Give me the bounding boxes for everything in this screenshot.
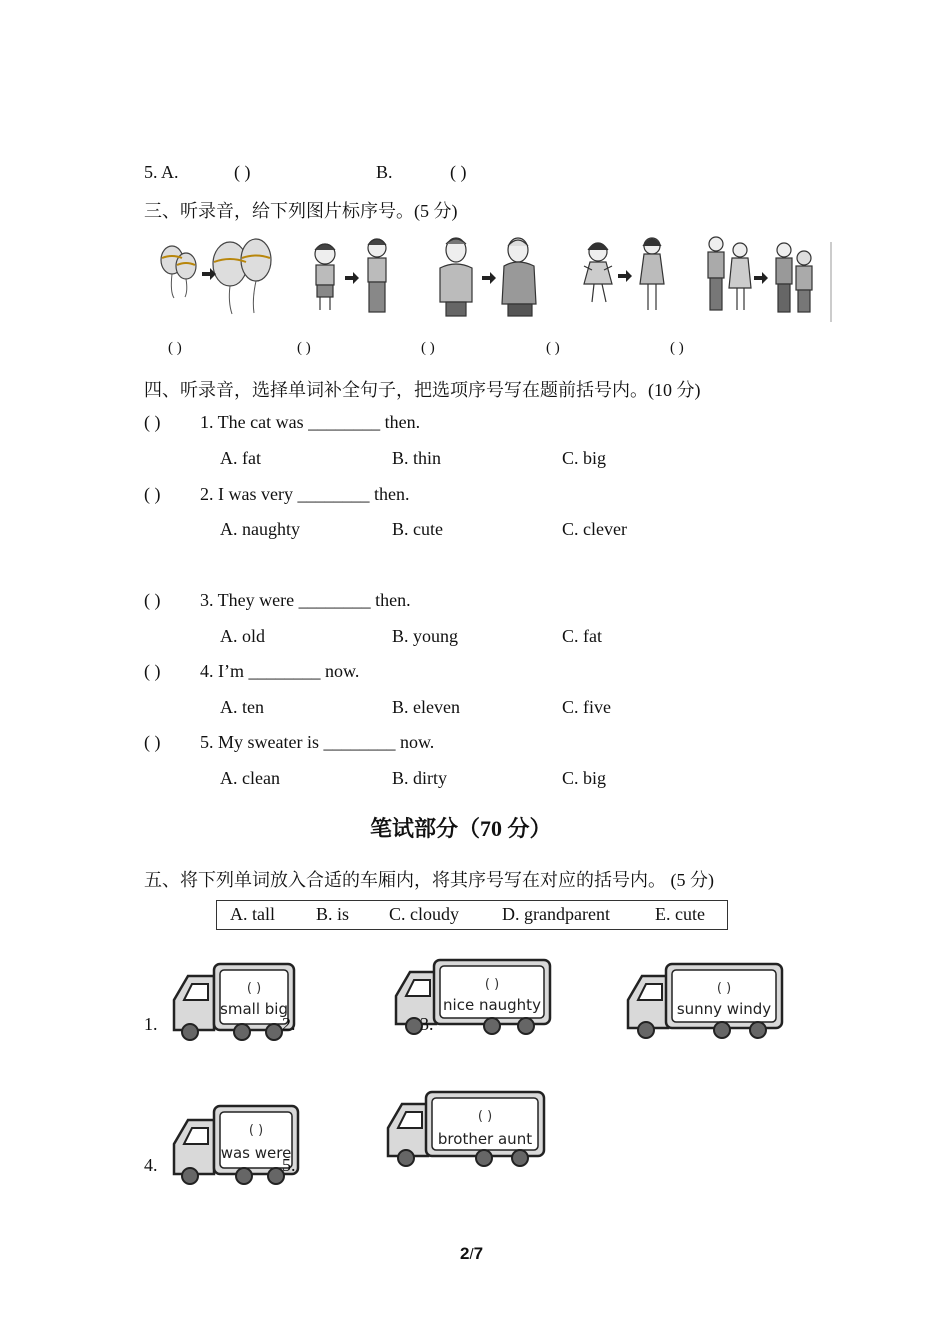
q5-paren-b: ( ) — [450, 162, 467, 182]
q1-option-a: A. fat — [220, 448, 261, 468]
truck-2-number: 2. — [282, 1014, 296, 1034]
man-aging-picture — [434, 234, 546, 318]
word-option-c: C. cloudy — [389, 904, 459, 924]
truck-4-paren: ( ) — [248, 1123, 264, 1138]
arrow-icon — [618, 270, 632, 282]
q2-text: 2. I was very ________ then. — [200, 484, 410, 504]
truck-5 — [384, 1090, 548, 1172]
truck-4-words: was were — [220, 1144, 292, 1162]
truck-1-paren: ( ) — [246, 981, 262, 996]
q4-paren: ( ) — [144, 661, 161, 681]
q1-option-b: B. thin — [392, 448, 442, 468]
q3-option-b: B. young — [392, 626, 459, 646]
page-current: 2 — [460, 1244, 470, 1263]
picture-4-paren: ( ) — [546, 340, 560, 356]
page-number — [460, 1244, 483, 1264]
page-total: 7 — [473, 1244, 484, 1263]
q5-option-c: C. big — [562, 768, 607, 788]
q5-text: 5. My sweater is ________ now. — [200, 732, 435, 752]
truck-1-words: small big — [220, 1000, 288, 1018]
boy-growing-picture — [305, 236, 405, 318]
truck-1-number: 1. — [144, 1014, 158, 1034]
arrow-icon — [482, 272, 496, 284]
q5-number: 5. A. — [144, 162, 179, 182]
truck-2-words: nice naughty — [443, 996, 541, 1014]
q2-option-a: A. naughty — [220, 519, 300, 539]
truck-3-number: 3. — [420, 1014, 434, 1034]
q3-option-c: C. fat — [562, 626, 602, 646]
truck-5-paren: ( ) — [477, 1109, 493, 1124]
q5-paren: ( ) — [144, 732, 161, 752]
arrow-icon — [754, 272, 768, 284]
q1-option-c: C. big — [562, 448, 607, 468]
q3-option-a: A. old — [220, 626, 265, 646]
picture-2-paren: ( ) — [297, 340, 311, 356]
picture-1-paren: ( ) — [168, 340, 182, 356]
picture-5-paren: ( ) — [670, 340, 684, 356]
section4-title: 四、听录音，选择单词补全句子，把选项序号写在题前括号内。(10 分) — [144, 380, 701, 400]
truck-5-words: brother aunt — [437, 1130, 533, 1148]
q2-option-c: C. clever — [562, 519, 627, 539]
word-options-box — [216, 900, 728, 930]
q4-text: 4. I’m ________ now. — [200, 661, 360, 681]
word-option-a: A. tall — [230, 904, 275, 924]
word-option-d: D. grandparent — [502, 904, 610, 924]
picture-3-paren: ( ) — [421, 340, 435, 356]
q4-option-b: B. eleven — [392, 697, 460, 717]
truck-1 — [170, 960, 298, 1044]
truck-3-words: sunny windy — [676, 1000, 772, 1018]
balloons-picture — [158, 232, 276, 322]
truck-2-paren: ( ) — [484, 977, 500, 992]
page-slash: / — [469, 1246, 474, 1263]
truck-3-paren: ( ) — [716, 981, 732, 996]
q5-option-a: A. clean — [220, 768, 280, 788]
q4-option-a: A. ten — [220, 697, 264, 717]
q2-paren: ( ) — [144, 484, 161, 504]
q2-option-b: B. cute — [392, 519, 443, 539]
q5-label-b: B. — [376, 162, 393, 182]
truck-3 — [624, 960, 786, 1042]
family-aging-picture — [704, 234, 834, 322]
word-option-e: E. cute — [655, 904, 705, 924]
girl-growing-picture — [580, 234, 672, 318]
written-section-title: 笔试部分（70 分） — [370, 816, 552, 841]
arrow-icon — [345, 272, 359, 284]
q3-paren: ( ) — [144, 590, 161, 610]
q5-paren-a: ( ) — [234, 162, 251, 182]
section5-title: 五、将下列单词放入合适的车厢内，将其序号写在对应的括号内。 (5 分) — [144, 870, 714, 890]
q1-paren: ( ) — [144, 412, 161, 432]
section3-title: 三、听录音，给下列图片标序号。(5 分) — [144, 201, 458, 221]
truck-5-number: 5. — [282, 1155, 296, 1175]
q4-option-c: C. five — [562, 697, 611, 717]
q1-text: 1. The cat was ________ then. — [200, 412, 421, 432]
truck-2 — [392, 958, 554, 1038]
word-option-b: B. is — [316, 904, 350, 924]
q3-text: 3. They were ________ then. — [200, 590, 411, 610]
q5-option-b: B. dirty — [392, 768, 448, 788]
truck-4-number: 4. — [144, 1155, 158, 1175]
